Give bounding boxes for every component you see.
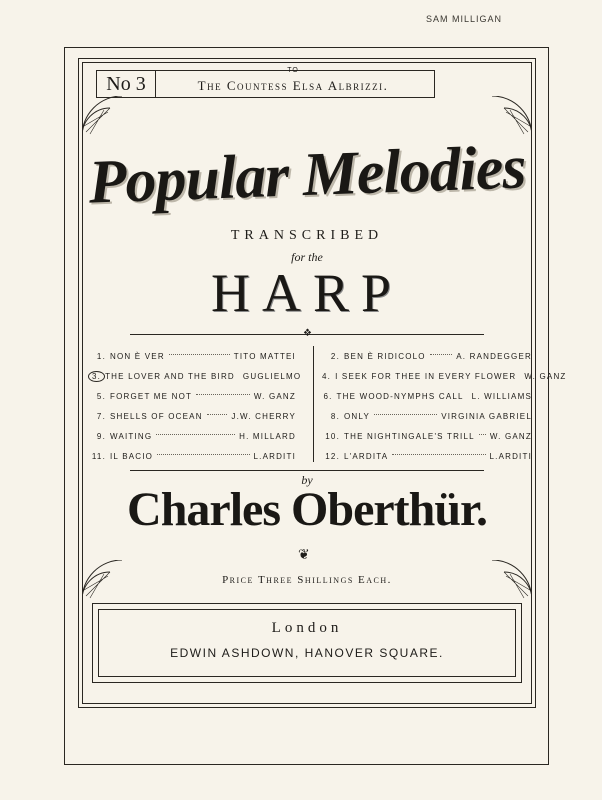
list-item: 8. ONLY VIRGINIA GABRIEL [330, 411, 532, 421]
title: Popular Melodies [87, 133, 527, 217]
issue-number: No 3 [96, 70, 156, 98]
for-the: for the [291, 250, 323, 264]
pieces-right [322, 346, 567, 466]
list-item: 5. FORGET ME NOT W. GANZ [96, 391, 296, 401]
fleuron-icon: ❦ [298, 546, 310, 562]
list-item: 7. SHELLS OF OCEAN J.W. CHERRY [96, 411, 296, 421]
by-label: by [301, 473, 313, 487]
dedication-prefix: TO [287, 67, 299, 74]
price: Price Three Shillings Each. [222, 574, 392, 586]
owner-stamp: SAM MILLIGAN [425, 14, 502, 24]
city: London [271, 620, 343, 636]
pieces-left [88, 346, 302, 466]
list-item: 1. NON È VER TITO MATTEI [96, 351, 296, 361]
list-item: 9. WAITING H. MILLARD [96, 431, 296, 441]
dedication: The Countess Elsa Albrizzi. [197, 78, 389, 93]
instrument: HARP [210, 263, 404, 323]
corner-ornament-top-right-icon [492, 96, 532, 136]
subtitle: TRANSCRIBED [230, 228, 384, 243]
flourish-icon: ❖ [303, 328, 312, 339]
list-item: 3. THE LOVER AND THE BIRD GUGLIELMO [88, 366, 296, 386]
divider-middle [130, 470, 484, 471]
list-item: 11. IL BACIO L.ARDITI [91, 451, 296, 461]
column-divider [313, 346, 314, 462]
composer-name: Charles Oberthür. [127, 483, 487, 536]
list-item: 10. THE NIGHTINGALE'S TRILL W. GANZ [325, 431, 532, 441]
list-item: 4. I SEEK FOR THEE IN EVERY FLOWER W. GANZ [322, 371, 567, 381]
list-item: 12. L'ARDITA L.ARDITI [325, 451, 532, 461]
list-item: 2. BEN È RIDICOLO A. RANDEGGER [330, 351, 532, 361]
publisher: EDWIN ASHDOWN, HANOVER SQUARE. [170, 646, 444, 660]
list-item: 6. THE WOOD-NYMPHS CALL L. WILLIAMS [323, 391, 532, 401]
corner-ornament-top-left-icon [82, 96, 122, 136]
